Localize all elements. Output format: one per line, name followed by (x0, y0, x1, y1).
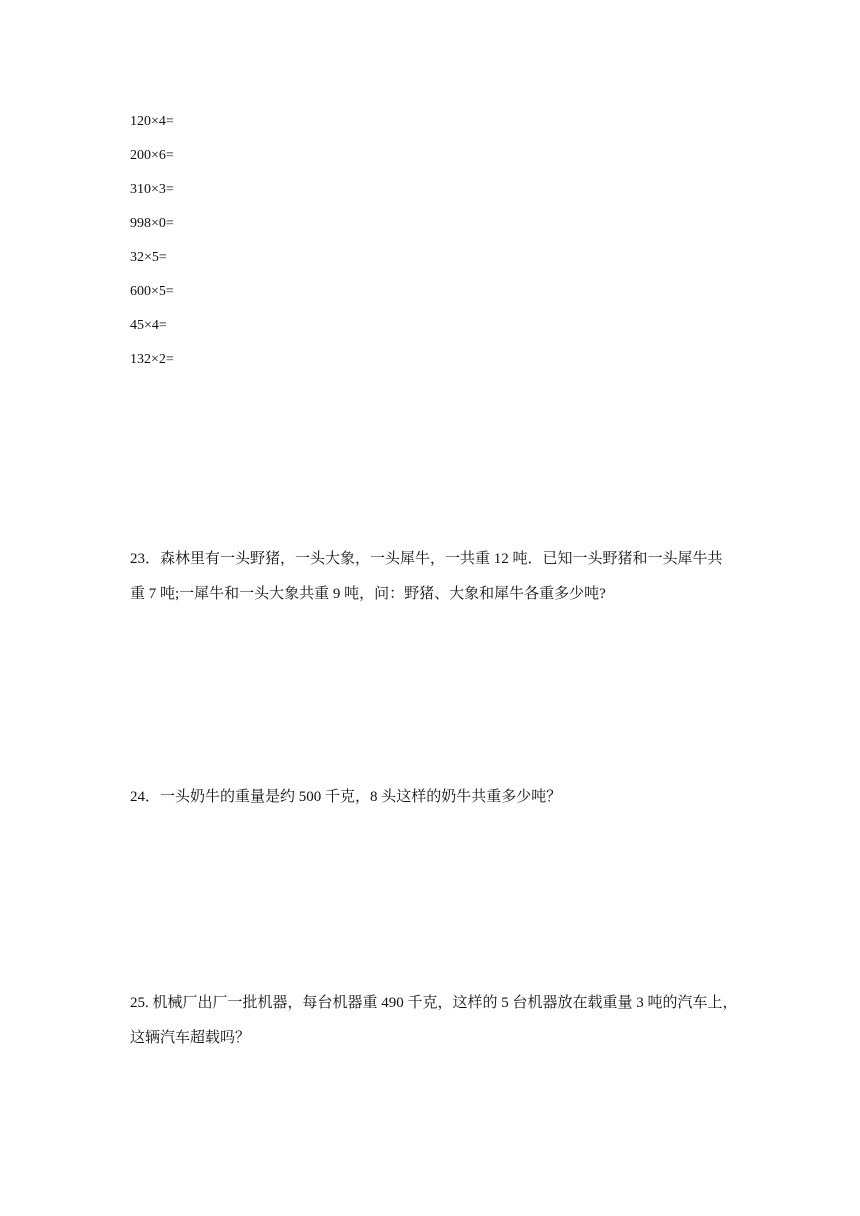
calculation-item: 998×0= (130, 216, 174, 231)
question-25-line-2: 这辆汽车超载吗？ (130, 1030, 251, 1046)
question-25-line-1: 25. 机械厂出厂一批机器，每台机器重 490 千克，这样的 5 台机器放在载重量 3 吨的汽车上， (130, 995, 738, 1011)
calculation-item: 200×6= (130, 148, 174, 163)
question-24-line-1: 24．一头奶牛的重量是约 500 千克，8 头这样的奶牛共重多少吨？ (130, 789, 562, 805)
question-23-line-1: 23．森林里有一头野猪，一头大象，一头犀牛，一共重 12 吨．已知一头野猪和一头犀牛共 (130, 551, 723, 567)
calculation-list (130, 112, 174, 384)
calculation-item: 132×2= (130, 352, 174, 367)
calculation-item: 120×4= (130, 114, 174, 129)
calculation-item: 32×5= (130, 250, 167, 265)
question-24 (130, 780, 740, 815)
calculation-item: 45×4= (130, 318, 167, 333)
question-23 (130, 542, 740, 612)
question-25 (130, 986, 740, 1056)
calculation-item: 310×3= (130, 182, 174, 197)
question-23-line-2: 重 7 吨;一犀牛和一头大象共重 9 吨，问：野猪、大象和犀牛各重多少吨? (130, 586, 606, 602)
calculation-item: 600×5= (130, 284, 174, 299)
